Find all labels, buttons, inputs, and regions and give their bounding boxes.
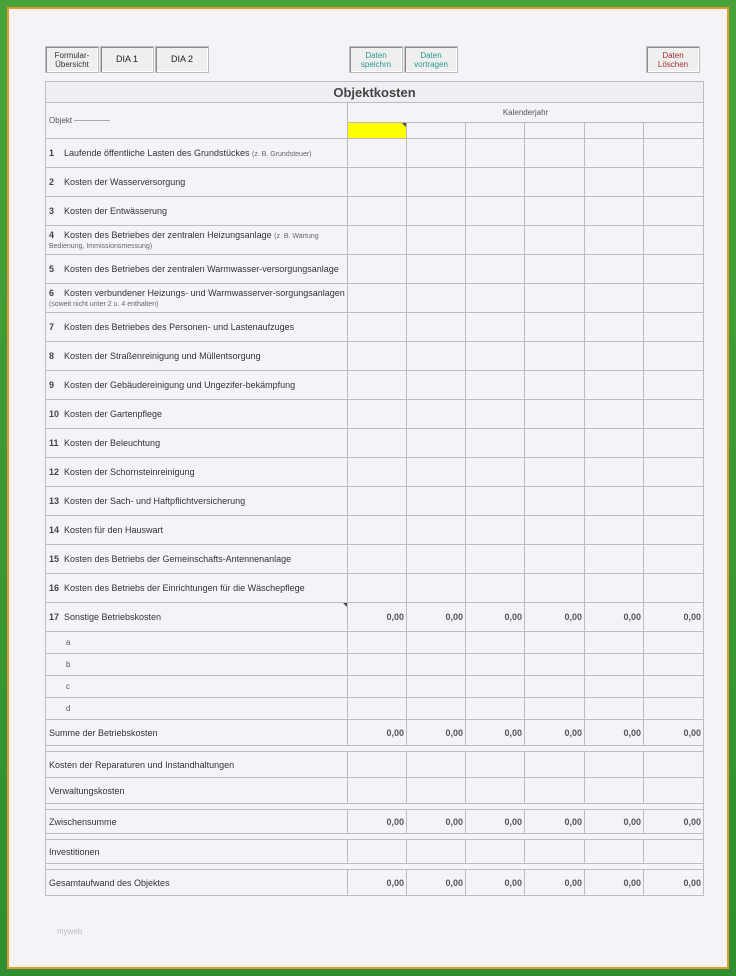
table-row [46, 654, 704, 676]
row-label [46, 574, 348, 603]
value-cell[interactable] [466, 752, 525, 778]
value-cell: 0,00 [585, 720, 644, 746]
table-row [46, 840, 704, 864]
row-number: 5 [49, 264, 55, 274]
value-cell[interactable] [407, 429, 466, 458]
value-cell[interactable] [644, 168, 704, 197]
dia1-button[interactable]: DIA 1 [100, 46, 154, 73]
row-number: 7 [49, 322, 55, 332]
year-input-5[interactable] [585, 123, 644, 139]
value-cell[interactable] [525, 574, 585, 603]
table-row [46, 197, 704, 226]
value-cell[interactable] [585, 313, 644, 342]
row-number: 13 [49, 496, 60, 506]
value-cell[interactable] [585, 840, 644, 864]
delete-data-button[interactable]: Daten Löschen [646, 46, 700, 73]
value-cell: 0,00 [525, 603, 585, 632]
value-cell[interactable] [585, 371, 644, 400]
value-cell[interactable] [525, 168, 585, 197]
value-cell[interactable] [348, 698, 407, 720]
value-cell[interactable] [407, 284, 466, 313]
row-text: Kosten der Schornsteinreinigung [64, 467, 195, 477]
value-cell[interactable] [348, 752, 407, 778]
value-cell[interactable] [585, 168, 644, 197]
value-cell: 0,00 [644, 870, 704, 896]
value-cell[interactable] [525, 197, 585, 226]
value-cell[interactable] [466, 487, 525, 516]
value-cell[interactable] [407, 840, 466, 864]
table-row [46, 676, 704, 698]
value-cell[interactable] [525, 840, 585, 864]
value-cell[interactable] [644, 313, 704, 342]
value-cell: 0,00 [585, 810, 644, 834]
table-row [46, 342, 704, 371]
summe-label: Summe der Betriebskosten [46, 720, 348, 746]
comment-marker-icon [343, 603, 347, 607]
value-cell[interactable] [644, 676, 704, 698]
value-cell[interactable] [525, 654, 585, 676]
value-cell[interactable] [585, 255, 644, 284]
value-cell[interactable] [585, 676, 644, 698]
value-cell: 0,00 [644, 810, 704, 834]
value-cell[interactable] [466, 342, 525, 371]
value-cell[interactable] [644, 487, 704, 516]
row-text: Kosten der Wasserversorgung [64, 177, 186, 187]
value-cell[interactable] [348, 458, 407, 487]
dia2-button[interactable]: DIA 2 [155, 46, 209, 73]
formular-uebersicht-button[interactable]: Formular- Übersicht [45, 46, 99, 73]
value-cell[interactable] [525, 371, 585, 400]
value-cell: 0,00 [525, 810, 585, 834]
value-cell[interactable] [466, 284, 525, 313]
row-number: 8 [49, 351, 55, 361]
row-number: 9 [49, 380, 55, 390]
table-row [46, 168, 704, 197]
value-cell[interactable] [466, 371, 525, 400]
value-cell[interactable] [407, 400, 466, 429]
row-text: Kosten der Entwässerung [64, 206, 168, 216]
value-cell[interactable] [644, 226, 704, 255]
table-row [46, 400, 704, 429]
year-input-6[interactable] [644, 123, 704, 139]
value-cell[interactable] [466, 516, 525, 545]
row-text: Kosten des Betriebes des Personen- und Lastenaufzuges [64, 322, 295, 332]
value-cell[interactable] [348, 429, 407, 458]
value-cell[interactable] [407, 574, 466, 603]
value-cell[interactable] [348, 632, 407, 654]
value-cell[interactable] [644, 429, 704, 458]
value-cell: 0,00 [644, 603, 704, 632]
row-label [46, 516, 348, 545]
row-label [46, 429, 348, 458]
value-cell[interactable] [466, 139, 525, 168]
value-cell[interactable] [644, 654, 704, 676]
row-text: Kosten der Sach- und Haftpflichtversicherung [64, 496, 246, 506]
value-cell[interactable] [644, 139, 704, 168]
value-cell[interactable] [585, 516, 644, 545]
value-cell[interactable] [525, 516, 585, 545]
row-label [46, 197, 348, 226]
table-row [46, 284, 704, 313]
value-cell[interactable] [585, 632, 644, 654]
value-cell[interactable] [644, 840, 704, 864]
row-label [46, 400, 348, 429]
value-cell: 0,00 [525, 870, 585, 896]
row-number: 11 [49, 438, 59, 448]
value-cell[interactable] [407, 545, 466, 574]
value-cell[interactable] [525, 698, 585, 720]
row-label [46, 487, 348, 516]
value-cell[interactable] [348, 487, 407, 516]
table-row [46, 516, 704, 545]
value-cell: 0,00 [348, 720, 407, 746]
value-cell[interactable] [407, 654, 466, 676]
value-cell: 0,00 [466, 870, 525, 896]
row-label [46, 168, 348, 197]
table-row [46, 603, 704, 632]
value-cell[interactable] [466, 197, 525, 226]
objekt-label: Objekt [49, 116, 73, 125]
value-cell[interactable] [525, 458, 585, 487]
value-cell: 0,00 [348, 603, 407, 632]
row-text: Kosten des Betriebs der Einrichtungen für die Wäschepflege [64, 583, 305, 593]
zwischen-label: Zwischensumme [46, 810, 348, 834]
value-cell[interactable] [348, 168, 407, 197]
value-cell[interactable] [525, 676, 585, 698]
value-cell[interactable] [525, 487, 585, 516]
value-cell[interactable] [644, 400, 704, 429]
value-cell[interactable] [348, 284, 407, 313]
value-cell[interactable] [407, 313, 466, 342]
row-number: 15 [49, 554, 60, 564]
row-text: Kosten der Gartenpflege [64, 409, 163, 419]
value-cell[interactable] [525, 139, 585, 168]
table-row [46, 429, 704, 458]
row-label [46, 284, 348, 313]
table-row [46, 698, 704, 720]
value-cell[interactable] [525, 752, 585, 778]
page-title: Objektkosten [46, 82, 704, 103]
value-cell[interactable] [585, 139, 644, 168]
value-cell[interactable] [348, 654, 407, 676]
year-input-4[interactable] [525, 123, 585, 139]
value-cell[interactable] [644, 197, 704, 226]
value-cell[interactable] [348, 342, 407, 371]
save-data-button[interactable]: Daten speichrn [349, 46, 403, 73]
value-cell[interactable] [585, 574, 644, 603]
value-cell[interactable] [407, 255, 466, 284]
value-cell[interactable] [644, 255, 704, 284]
row-text: Sonstige Betriebskosten [64, 612, 162, 622]
value-cell[interactable] [407, 516, 466, 545]
comment-marker-icon [402, 123, 406, 127]
value-cell[interactable] [407, 698, 466, 720]
value-cell[interactable] [525, 313, 585, 342]
row-label [46, 342, 348, 371]
value-cell: 0,00 [348, 810, 407, 834]
value-cell[interactable] [644, 778, 704, 804]
table-row [46, 545, 704, 574]
objekt-label-cell [46, 103, 348, 139]
value-cell: 0,00 [407, 870, 466, 896]
value-cell[interactable] [407, 632, 466, 654]
value-cell[interactable] [466, 429, 525, 458]
value-cell[interactable] [348, 545, 407, 574]
value-cell[interactable] [585, 284, 644, 313]
value-cell[interactable] [644, 698, 704, 720]
table-row [46, 313, 704, 342]
value-cell[interactable] [644, 545, 704, 574]
row-text: Kosten verbundener Heizungs- und Warmwasserver-sorgungsanlagen [64, 288, 345, 298]
year-input-3[interactable] [466, 123, 525, 139]
value-cell: 0,00 [407, 603, 466, 632]
row-number: 6 [49, 288, 55, 298]
value-cell[interactable] [644, 516, 704, 545]
table-row [46, 574, 704, 603]
value-cell[interactable] [348, 255, 407, 284]
row-note: (z. B. Wartung Bedienung, Immissionsmessung) [49, 233, 319, 250]
value-cell[interactable] [525, 429, 585, 458]
row-label [46, 313, 348, 342]
value-cell: 0,00 [407, 810, 466, 834]
value-cell[interactable] [644, 752, 704, 778]
table-row [46, 632, 704, 654]
table-row [46, 371, 704, 400]
value-cell[interactable] [466, 654, 525, 676]
objektkosten-table [45, 81, 704, 896]
row-text: Kosten des Betriebes der zentralen Heizungsanlage [64, 230, 272, 240]
load-data-button[interactable]: Daten vortragen [404, 46, 458, 73]
value-cell: 0,00 [466, 603, 525, 632]
value-cell: 0,00 [348, 870, 407, 896]
value-cell[interactable] [407, 342, 466, 371]
verwaltung-label: Verwaltungskosten [46, 778, 348, 804]
row-label [46, 371, 348, 400]
value-cell: 0,00 [644, 720, 704, 746]
value-cell[interactable] [348, 371, 407, 400]
value-cell[interactable] [466, 168, 525, 197]
value-cell[interactable] [466, 632, 525, 654]
value-cell[interactable] [644, 342, 704, 371]
value-cell[interactable] [348, 840, 407, 864]
value-cell[interactable] [407, 458, 466, 487]
value-cell[interactable] [466, 313, 525, 342]
value-cell: 0,00 [585, 603, 644, 632]
value-cell[interactable] [466, 400, 525, 429]
value-cell[interactable] [466, 698, 525, 720]
value-cell[interactable] [644, 371, 704, 400]
value-cell[interactable] [348, 226, 407, 255]
table-row [46, 139, 704, 168]
row-text: Kosten der Beleuchtung [64, 438, 161, 448]
value-cell[interactable] [407, 226, 466, 255]
row-number: 16 [49, 583, 60, 593]
row-number: 4 [49, 230, 55, 240]
value-cell: 0,00 [466, 810, 525, 834]
value-cell[interactable] [525, 226, 585, 255]
value-cell[interactable] [525, 400, 585, 429]
value-cell[interactable] [525, 632, 585, 654]
value-cell[interactable] [525, 545, 585, 574]
table-row [46, 255, 704, 284]
row-note: (z. B. Grundsteuer) [251, 151, 312, 158]
gesamt-label: Gesamtaufwand des Objektes [46, 870, 348, 896]
value-cell[interactable] [348, 778, 407, 804]
row-label [46, 226, 348, 255]
value-cell[interactable] [585, 752, 644, 778]
value-cell[interactable] [585, 197, 644, 226]
value-cell[interactable] [585, 458, 644, 487]
value-cell[interactable] [407, 676, 466, 698]
table-row [46, 487, 704, 516]
value-cell[interactable] [348, 313, 407, 342]
value-cell[interactable] [407, 197, 466, 226]
value-cell[interactable] [348, 400, 407, 429]
row-text: Kosten des Betriebes der zentralen Warmwasser-versorgungsanlage [64, 264, 339, 274]
row-number: 14 [49, 525, 60, 535]
table-row [46, 810, 704, 834]
row-text: Kosten des Betriebs der Gemeinschafts-Antennenanlage [64, 554, 292, 564]
table-row [46, 778, 704, 804]
value-cell: 0,00 [585, 870, 644, 896]
table-row [46, 226, 704, 255]
value-cell: 0,00 [466, 720, 525, 746]
value-cell[interactable] [407, 487, 466, 516]
value-cell: 0,00 [407, 720, 466, 746]
value-cell[interactable] [585, 487, 644, 516]
row-label [46, 139, 348, 168]
value-cell[interactable] [407, 371, 466, 400]
row-text: Kosten der Straßenreinigung und Müllentsorgung [64, 351, 261, 361]
value-cell[interactable] [348, 139, 407, 168]
value-cell[interactable] [585, 342, 644, 371]
row-note: (soweit nicht unter 2 u. 4 enthalten) [49, 301, 159, 308]
value-cell[interactable] [466, 676, 525, 698]
value-cell[interactable] [348, 516, 407, 545]
value-cell[interactable] [585, 545, 644, 574]
value-cell: 0,00 [525, 720, 585, 746]
row-label [46, 458, 348, 487]
value-cell[interactable] [466, 840, 525, 864]
value-cell[interactable] [585, 226, 644, 255]
subrow-label: c [46, 676, 348, 698]
value-cell[interactable] [525, 255, 585, 284]
kalenderjahr-header: Kalenderjahr [348, 103, 704, 123]
table-row [46, 870, 704, 896]
row-number: 12 [49, 467, 60, 477]
row-number: 3 [49, 206, 55, 216]
value-cell[interactable] [644, 284, 704, 313]
value-cell[interactable] [407, 139, 466, 168]
subrow-label: b [46, 654, 348, 676]
value-cell[interactable] [407, 752, 466, 778]
row-number: 1 [49, 148, 55, 158]
value-cell[interactable] [466, 574, 525, 603]
value-cell[interactable] [525, 342, 585, 371]
value-cell[interactable] [407, 778, 466, 804]
value-cell[interactable] [644, 458, 704, 487]
value-cell[interactable] [348, 676, 407, 698]
row-label [46, 603, 348, 632]
value-cell[interactable] [348, 197, 407, 226]
value-cell[interactable] [466, 255, 525, 284]
value-cell[interactable] [525, 284, 585, 313]
value-cell[interactable] [466, 778, 525, 804]
value-cell[interactable] [644, 632, 704, 654]
value-cell[interactable] [466, 545, 525, 574]
value-cell[interactable] [525, 778, 585, 804]
row-text: Kosten der Gebäudereinigung und Ungezifer-bekämpfung [64, 380, 296, 390]
row-text: Kosten für den Hauswart [64, 525, 164, 535]
table-row [46, 720, 704, 746]
year-input-1[interactable] [348, 123, 407, 139]
table-row [46, 752, 704, 778]
year-input-2[interactable] [407, 123, 466, 139]
row-number: 2 [49, 177, 55, 187]
row-number: 17 [49, 612, 60, 622]
value-cell[interactable] [466, 226, 525, 255]
subrow-label: a [46, 632, 348, 654]
table-row [46, 458, 704, 487]
value-cell[interactable] [585, 400, 644, 429]
value-cell[interactable] [348, 574, 407, 603]
value-cell[interactable] [585, 429, 644, 458]
row-label [46, 255, 348, 284]
value-cell[interactable] [407, 168, 466, 197]
row-label [46, 545, 348, 574]
subrow-label: d [46, 698, 348, 720]
value-cell[interactable] [644, 574, 704, 603]
spreadsheet-page [7, 7, 729, 969]
footer-watermark: myweb [57, 927, 83, 936]
row-number: 10 [49, 409, 60, 419]
value-cell[interactable] [585, 778, 644, 804]
reparatur-label: Kosten der Reparaturen und Instandhaltungen [46, 752, 348, 778]
value-cell[interactable] [585, 698, 644, 720]
row-text: Laufende öffentliche Lasten des Grundstückes [64, 148, 250, 158]
value-cell[interactable] [466, 458, 525, 487]
invest-label: Investitionen [46, 840, 348, 864]
value-cell[interactable] [585, 654, 644, 676]
